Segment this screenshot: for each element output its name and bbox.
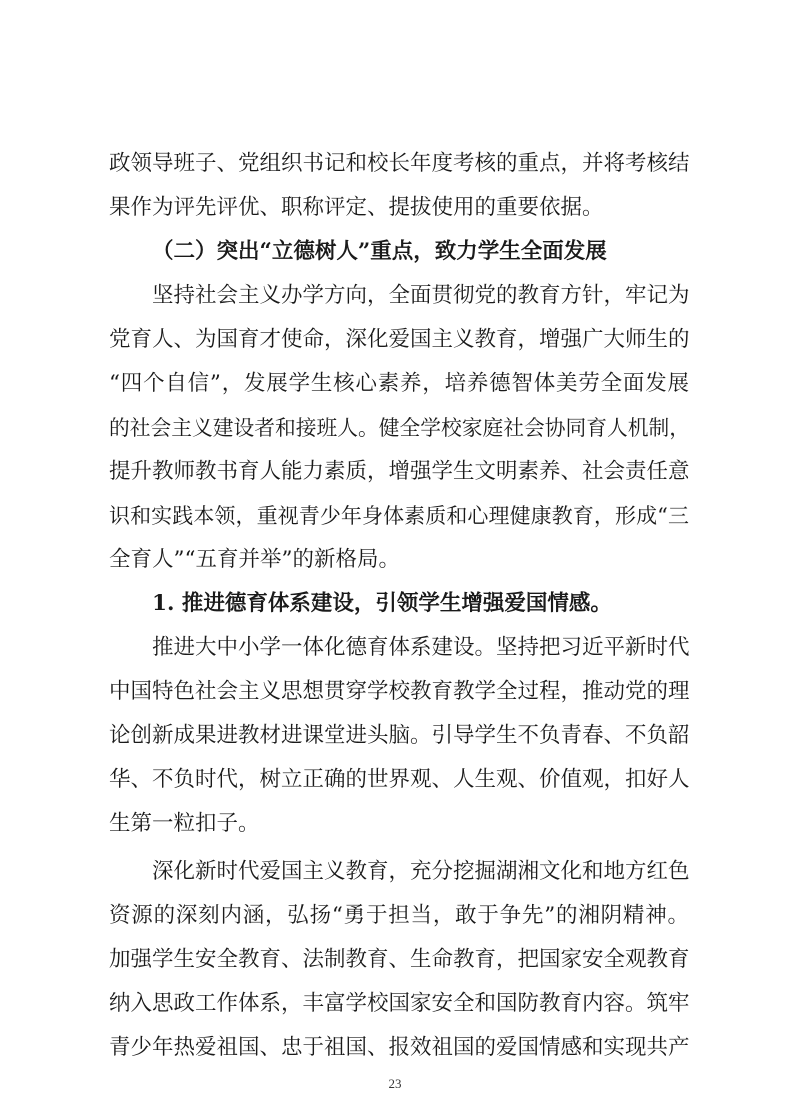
text-line: 加强学生安全教育、法制教育、生命教育，把国家安全观教育 bbox=[109, 947, 690, 972]
text-line: 纳入思政工作体系，丰富学校国家安全和国防教育内容。筑牢 bbox=[109, 991, 690, 1016]
text-line: 论创新成果进教材进课堂进头脑。引导学生不负青春、不负韶 bbox=[109, 723, 690, 748]
text-line: 深化新时代爱国主义教育，充分挖掘湖湘文化和地方红色 bbox=[152, 859, 690, 884]
text-line: 政领导班子、党组织书记和校长年度考核的重点，并将考核结 bbox=[109, 151, 690, 176]
page-number: 23 bbox=[388, 1076, 402, 1091]
text-line: “四个自信”，发展学生核心素养，培养德智体美劳全面发展 bbox=[109, 371, 689, 396]
text-line: 识和实践本领，重视青少年身体素质和心理健康教育，形成“三 bbox=[109, 504, 689, 528]
text-line: 坚持社会主义办学方向，全面贯彻党的教育方针，牢记为 bbox=[152, 283, 690, 308]
text-line: 华、不负时代，树立正确的世界观、人生观、价值观，扣好人 bbox=[109, 767, 690, 792]
text-line: 全育人”“五育并举”的新格局。 bbox=[109, 547, 400, 572]
text-line: 推进大中小学一体化德育体系建设。坚持把习近平新时代 bbox=[152, 635, 690, 660]
section-heading: （二）突出“立德树人”重点，致力学生全面发展 bbox=[152, 239, 607, 264]
text-line: 的社会主义建设者和接班人。健全学校家庭社会协同育人机制， bbox=[109, 416, 691, 440]
text-line: 党育人、为国育才使命，深化爱国主义教育，增强广大师生的 bbox=[109, 327, 690, 352]
subsection-heading: 1. 推进德育体系建设，引领学生增强爱国情感。 bbox=[152, 591, 612, 616]
text-line: 资源的深刻内涵，弘扬“勇于担当，敢于争先”的湘阴精神。 bbox=[109, 903, 689, 928]
text-line: 青少年热爱祖国、忠于祖国、报效祖国的爱国情感和实现共产 bbox=[109, 1035, 690, 1060]
text-line: 生第一粒扣子。 bbox=[109, 811, 260, 836]
text-line: 中国特色社会主义思想贯穿学校教育教学全过程，推动党的理 bbox=[109, 679, 690, 704]
text-line: 果作为评先评优、职称评定、提拔使用的重要依据。 bbox=[109, 195, 604, 220]
text-line: 提升教师教书育人能力素质，增强学生文明素养、社会责任意 bbox=[109, 459, 690, 484]
